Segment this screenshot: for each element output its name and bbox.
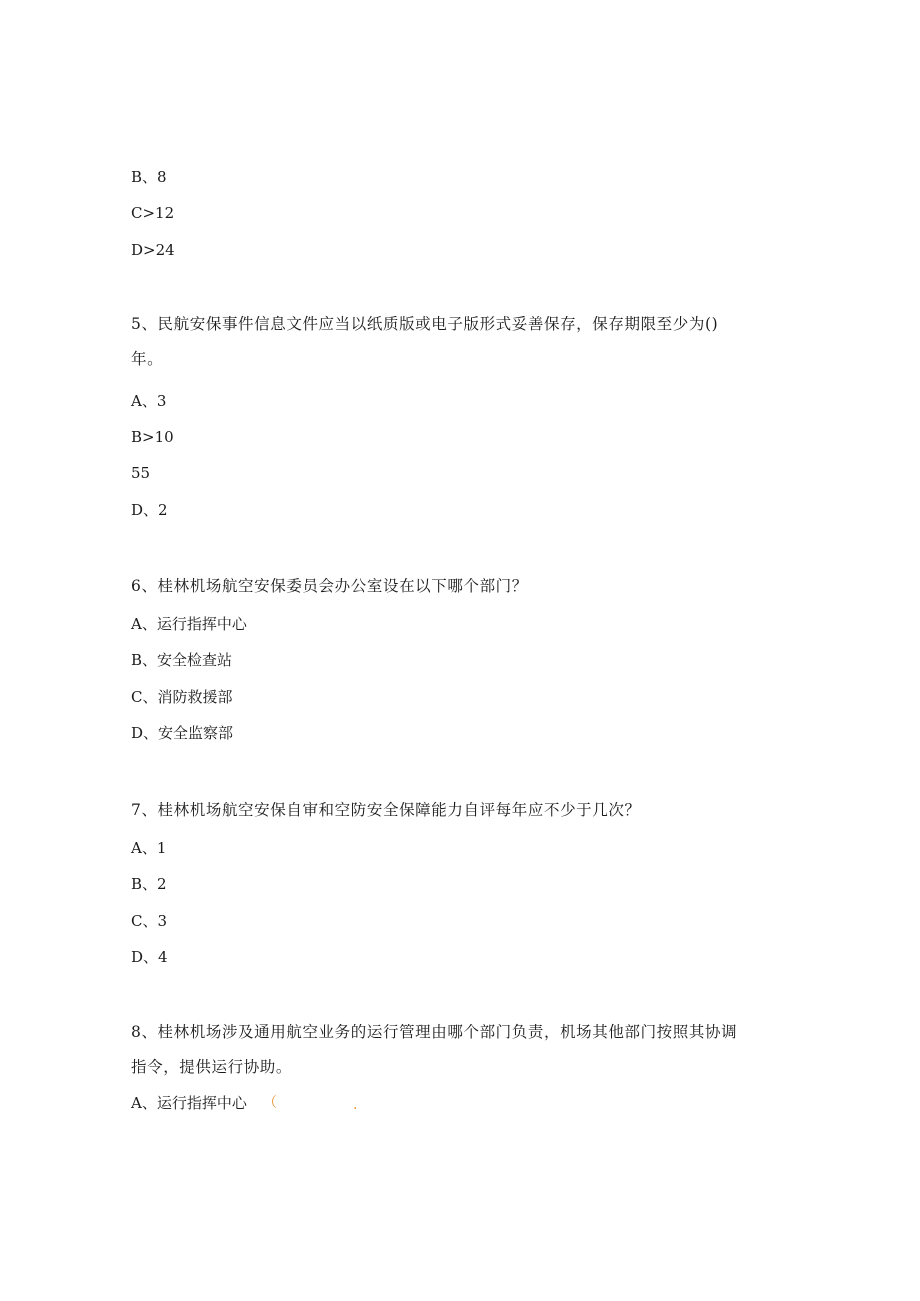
q7-option-d: D、4 (131, 948, 168, 966)
q5-stem-line2: 年。 (131, 350, 164, 368)
q6-option-d: D、安全监察部 (131, 724, 234, 742)
q7-option-c: C、3 (131, 912, 168, 930)
q6-stem: 6、桂林机场航空安保委员会办公室设在以下哪个部门？ (131, 577, 528, 595)
q5-stem-line1: 5、民航安保事件信息文件应当以纸质版或电子版形式妥善保存，保存期限至少为() (131, 315, 719, 333)
q8-option-a: A、运行指挥中心 (131, 1094, 247, 1112)
q5-option-a: A、3 (131, 392, 167, 410)
q8-stem-line2: 指令，提供运行协助。 (131, 1058, 293, 1076)
q7-stem: 7、桂林机场航空安保自审和空防安全保障能力自评每年应不少于几次？ (131, 801, 641, 819)
answer-open-paren: （ (263, 1095, 277, 1111)
q8-stem-line1: 8、桂林机场涉及通用航空业务的运行管理由哪个部门负责，机场其他部门按照其协调 (131, 1023, 738, 1041)
answer-close-mark: . (353, 1097, 358, 1113)
q7-option-b: B、2 (131, 875, 167, 893)
q4-option-c: C>12 (131, 204, 175, 222)
q5-option-b: B>10 (131, 428, 174, 446)
q6-option-b: B、安全检查站 (131, 651, 233, 669)
q4-option-d: D>24 (131, 241, 175, 259)
q6-option-a: A、运行指挥中心 (131, 615, 247, 633)
q4-option-b: B、8 (131, 168, 167, 186)
q5-option-c: 55 (131, 464, 151, 482)
q7-option-a: A、1 (131, 839, 167, 857)
q5-option-d: D、2 (131, 501, 168, 519)
q6-option-c: C、消防救援部 (131, 688, 233, 706)
